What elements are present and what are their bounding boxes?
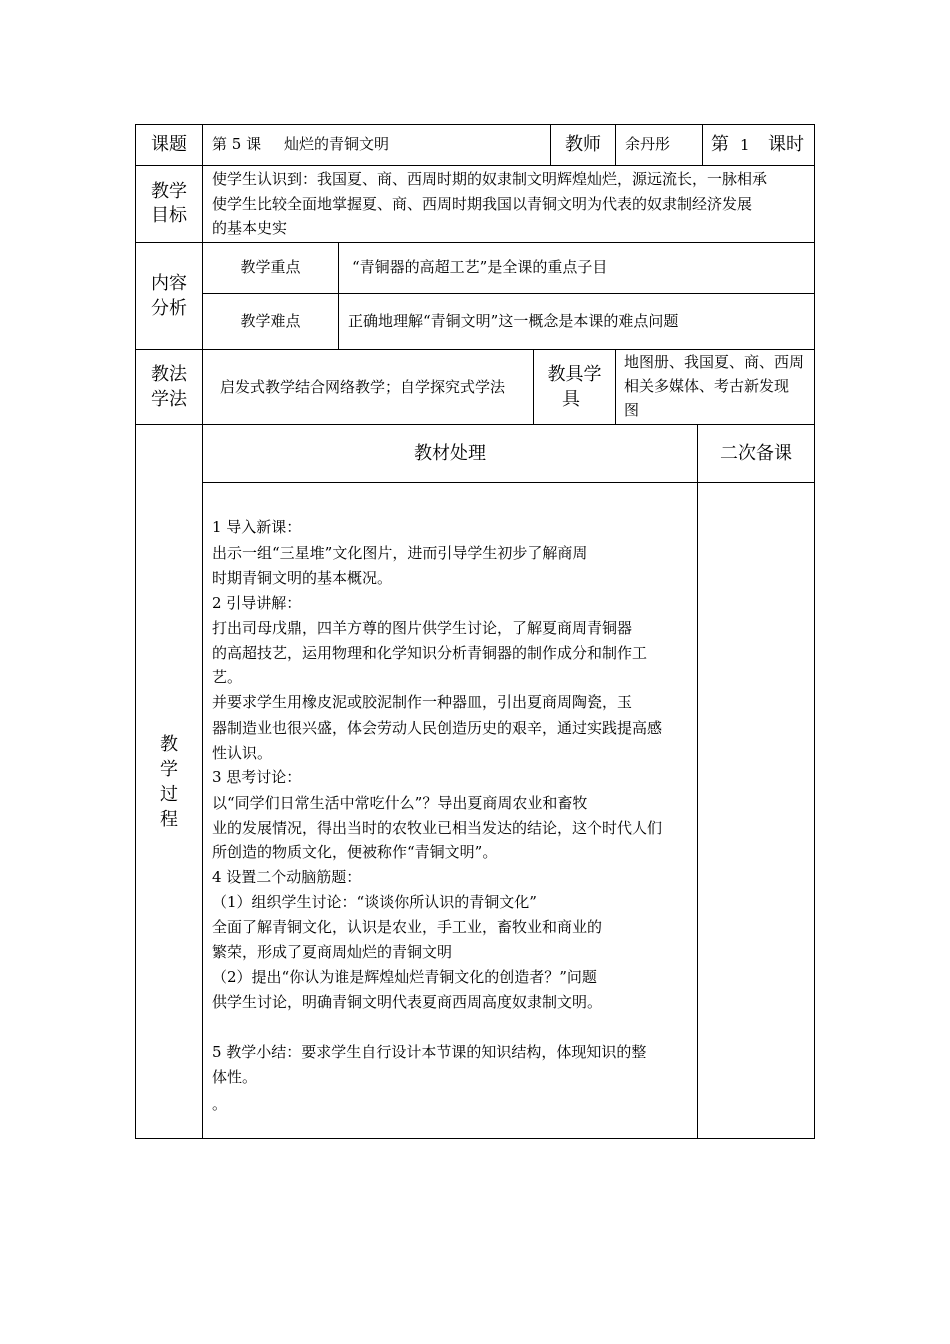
subject-label: 课题 <box>151 134 187 155</box>
tools-label-line2: 具 <box>562 389 580 410</box>
process-line: 3 思考讨论： <box>212 768 302 786</box>
content-analysis-label-line2: 分析 <box>151 298 187 319</box>
period-prefix: 第 <box>711 134 729 155</box>
process-label-char: 学 <box>160 759 178 780</box>
period-suffix: 课时 <box>768 134 804 155</box>
process-line: 所创造的物质文化，便被称作“青铜文明”。 <box>212 843 498 861</box>
difficult-point-text: 正确地理解“青铜文明”这一概念是本课的难点问题 <box>348 312 679 330</box>
tools-label-line1: 教具学 <box>547 364 602 385</box>
period-number: 1 <box>740 136 750 154</box>
methods-text: 启发式教学结合网络教学；自学探究式学法 <box>220 378 506 396</box>
process-line: 5 教学小结：要求学生自行设计本节课的知识结构，体现知识的整 <box>212 1043 647 1061</box>
process-line: 。 <box>212 1095 228 1113</box>
process-line: 以“同学们日常生活中常吃什么”？导出夏商周农业和畜牧 <box>212 794 588 812</box>
process-line: 2 引导讲解： <box>212 594 302 612</box>
process-line: 并要求学生用橡皮泥或胶泥制作一种器皿，引出夏商周陶瓷，玉 <box>212 693 633 711</box>
goals-line: 使学生认识到：我国夏、商、西周时期的奴隶制文明辉煌灿烂，源远流长，一脉相承 <box>212 170 768 188</box>
lesson-number: 第 5 课 <box>212 135 262 153</box>
goals-label-line1: 教学 <box>151 181 187 202</box>
lesson-title: 灿烂的青铜文明 <box>284 135 390 153</box>
content-analysis-label-line1: 内容 <box>151 273 187 294</box>
process-line: 艺。 <box>212 668 243 686</box>
process-label-char: 过 <box>160 784 178 805</box>
process-label-char: 教 <box>160 734 178 755</box>
process-line: 时期青铜文明的基本概况。 <box>212 569 393 587</box>
goals-line: 使学生比较全面地掌握夏、商、西周时期我国以青铜文明为代表的奴隶制经济发展 <box>212 195 753 213</box>
second-prep-header: 二次备课 <box>720 443 792 464</box>
methods-label-line2: 学法 <box>151 389 187 410</box>
material-header: 教材处理 <box>414 443 486 464</box>
process-label-char: 程 <box>160 809 178 830</box>
process-line: 的高超技艺，运用物理和化学知识分析青铜器的制作成分和制作工 <box>212 644 648 662</box>
tools-line: 相关多媒体、考古新发现 <box>624 377 790 395</box>
difficult-point-label: 教学难点 <box>240 312 301 330</box>
process-line: 全面了解青铜文化，认识是农业，手工业，畜牧业和商业的 <box>212 918 603 936</box>
methods-label-line1: 教法 <box>151 364 187 385</box>
process-line: （1）组织学生讨论：“谈谈你所认识的青铜文化” <box>212 893 537 911</box>
process-line: 性认识。 <box>212 744 273 762</box>
process-line: 打出司母戊鼎，四羊方尊的图片供学生讨论，了解夏商周青铜器 <box>212 619 633 637</box>
process-line: 供学生讨论，明确青铜文明代表夏商西周高度奴隶制文明。 <box>212 993 603 1011</box>
process-line: 体性。 <box>212 1068 258 1086</box>
key-point-label: 教学重点 <box>240 258 301 276</box>
teacher-label: 教师 <box>565 134 601 155</box>
goals-line: 的基本史实 <box>212 219 288 237</box>
second-prep-body-cell <box>697 482 815 1139</box>
process-line: 繁荣，形成了夏商周灿烂的青铜文明 <box>212 943 453 961</box>
process-line: 4 设置二个动脑筋题： <box>212 868 362 886</box>
process-line: 1 导入新课： <box>212 518 302 536</box>
process-line: 器制造业也很兴盛，体会劳动人民创造历史的艰辛，通过实践提高感 <box>212 719 663 737</box>
process-line: 出示一组“三星堆”文化图片，进而引导学生初步了解商周 <box>212 544 588 562</box>
process-line: 业的发展情况，得出当时的农牧业已相当发达的结论，这个时代人们 <box>212 819 663 837</box>
tools-line: 地图册、我国夏、商、西周 <box>624 353 805 371</box>
process-line: （2）提出“你认为谁是辉煌灿烂青铜文化的创造者？”问题 <box>212 968 597 986</box>
tools-line: 图 <box>624 401 640 419</box>
key-point-text: “青铜器的高超工艺”是全课的重点子目 <box>352 258 608 276</box>
teacher-name: 余丹彤 <box>625 135 671 153</box>
goals-label-line2: 目标 <box>151 205 187 226</box>
